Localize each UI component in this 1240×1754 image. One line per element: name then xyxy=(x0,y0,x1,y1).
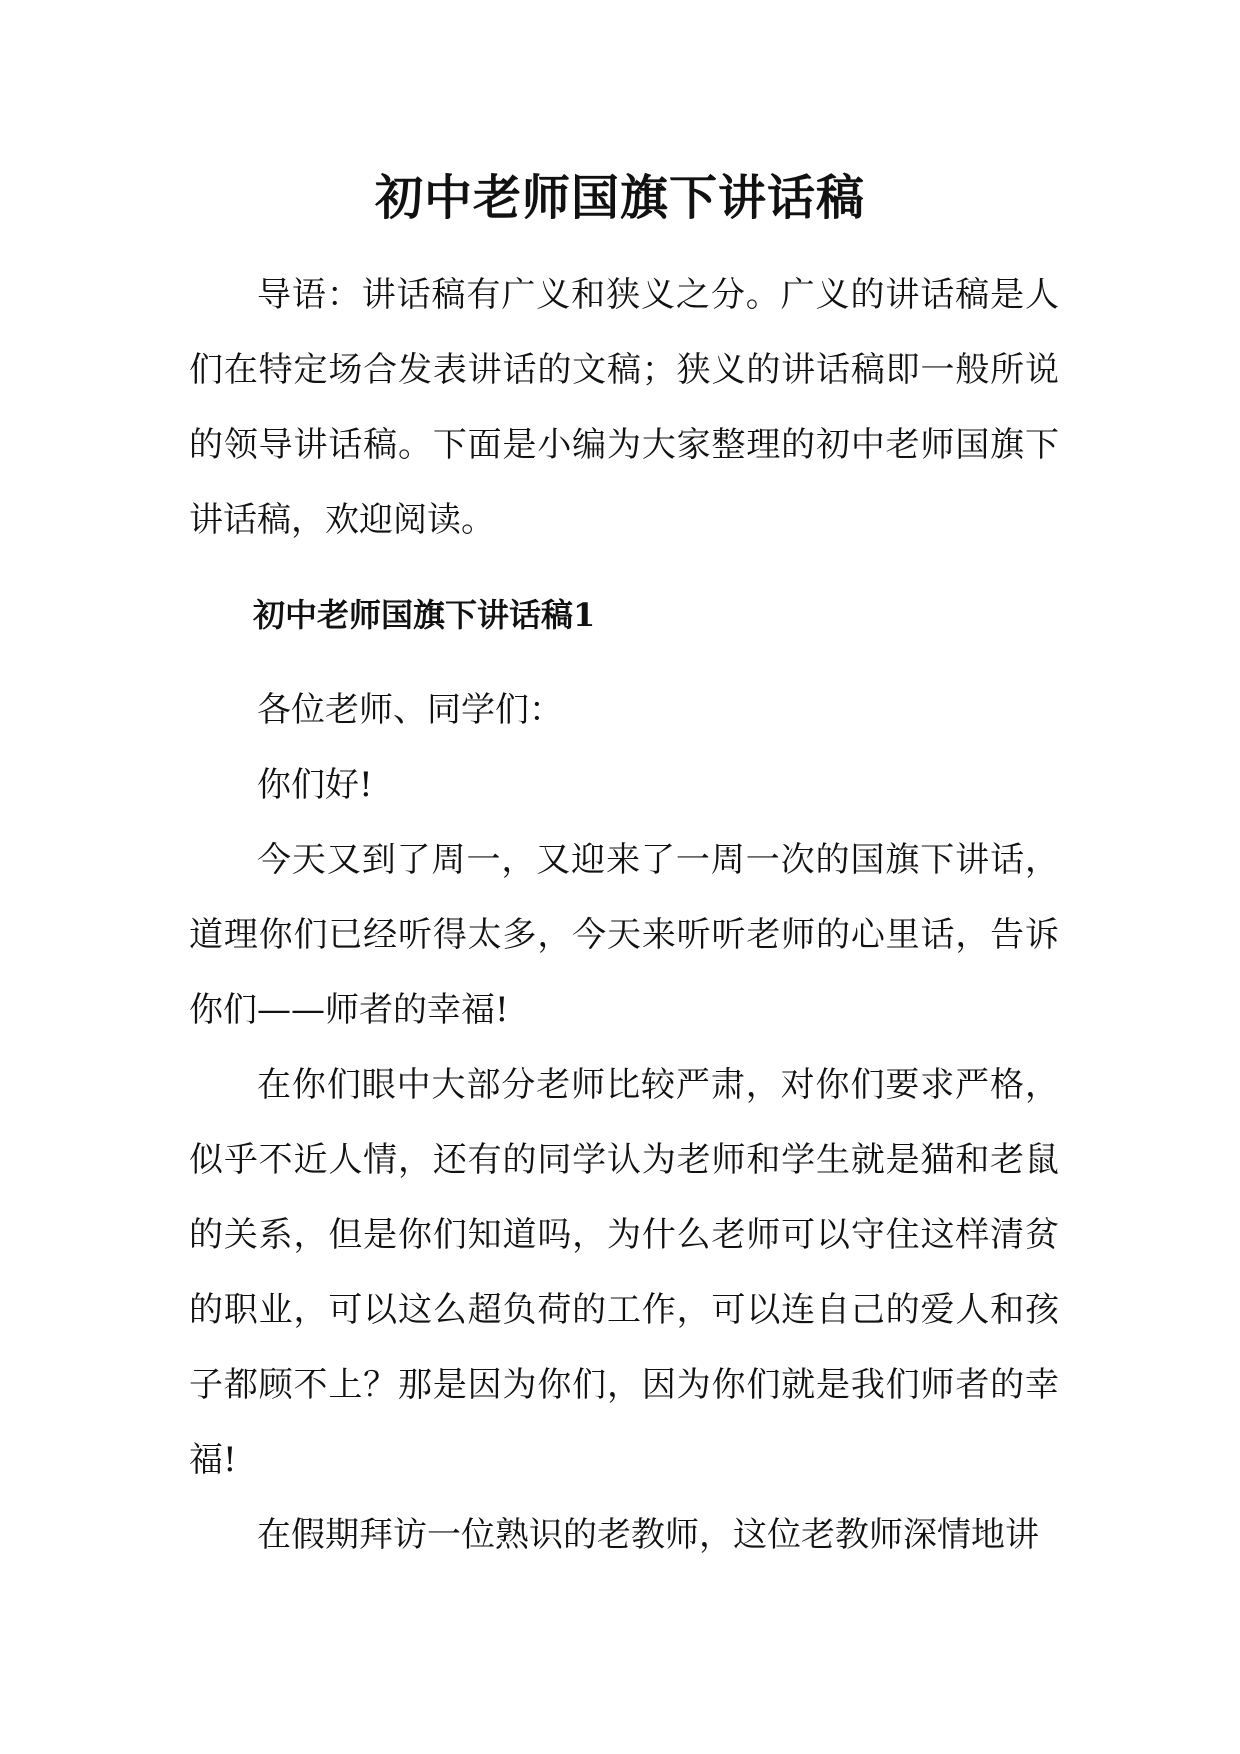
greeting-paragraph: 你们好! xyxy=(257,765,373,805)
body-paragraph: 在假期拜访一位熟识的老教师，这位老教师深情地讲 xyxy=(257,1515,1039,1555)
intro-paragraph: 导语：讲话稿有广义和狭义之分。广义的讲话稿是人们在特定场合发表讲话的文稿；狭义的讲话稿即一般所说的领导讲话稿。下面是小编为大家整理的初中老师国旗下讲话稿，欢迎阅读。 xyxy=(189,275,1059,540)
document-title: 初中老师国旗下讲话稿 xyxy=(374,170,865,226)
document-body xyxy=(189,258,1059,1573)
body-paragraph: 今天又到了周一，又迎来了一周一次的国旗下讲话，道理你们已经听得太多，今天来听听老师的心里话，告诉你们——师者的幸福! xyxy=(189,840,1059,1030)
salutation-paragraph: 各位老师、同学们： xyxy=(257,690,563,730)
body-paragraph: 在你们眼中大部分老师比较严肃，对你们要求严格，似乎不近人情，还有的同学认为老师和学生就是猫和老鼠的关系，但是你们知道吗，为什么老师可以守住这样清贫的职业，可以这么超负荷的工作，可以连自己的爱人和孩子都顾不上？那是因为你们，因为你们就是我们师者的幸福! xyxy=(189,1065,1059,1480)
section-heading: 初中老师国旗下讲话稿1 xyxy=(253,596,596,634)
